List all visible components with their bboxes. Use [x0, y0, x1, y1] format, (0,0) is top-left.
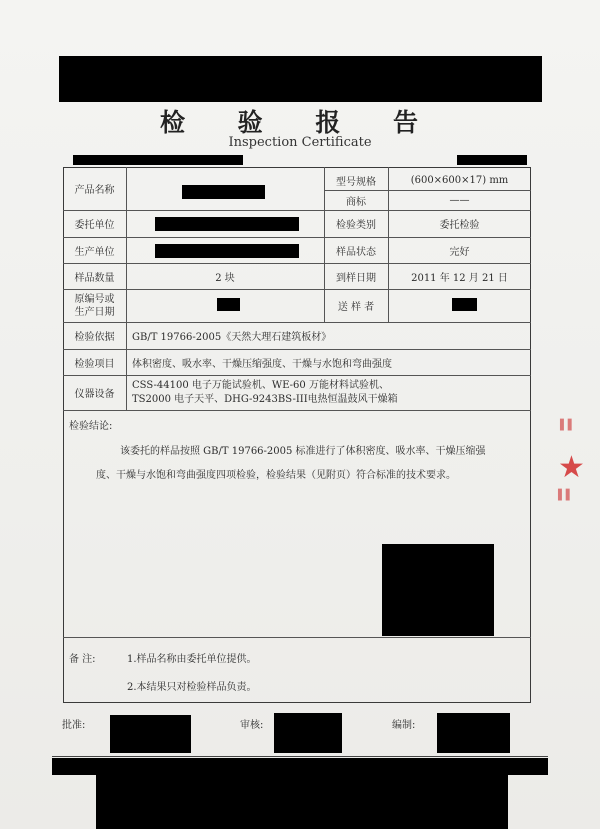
- note-1: 1.样品名称由委托单位提供。: [127, 654, 257, 665]
- star-icon: ★: [558, 450, 585, 485]
- row-line: [63, 410, 531, 411]
- basis-label: 检验依据: [74, 332, 115, 343]
- redacted-compile-signature: [437, 713, 510, 753]
- manufacturer-label: 生产单位: [74, 246, 115, 258]
- title-cn: 检 验 报 告: [159, 108, 441, 137]
- model-value: (600×600×17) mm: [410, 174, 509, 186]
- redacted-footer-line: [52, 758, 548, 775]
- conclusion-label: 检验结论:: [69, 421, 113, 432]
- review-label: 审核:: [240, 720, 264, 731]
- client-label: 委托单位: [74, 220, 115, 231]
- equipment-line1: CSS-44100 电子万能试验机、WE-60 万能材料试验机、: [132, 379, 389, 391]
- redacted-approve-signature: [110, 715, 191, 753]
- trademark-value: ——: [449, 194, 470, 206]
- items-label: 检验项目: [74, 358, 115, 370]
- basis-value: GB/T 19766-2005《天然大理石建筑板材》: [132, 332, 332, 343]
- red-stamp: [548, 412, 594, 522]
- equipment-label: 仪器设备: [74, 389, 115, 400]
- redacted-manufacturer: [155, 244, 299, 258]
- trademark-label: 商标: [346, 196, 366, 208]
- redacted-page-no: [457, 155, 527, 165]
- orig-no-label-line1: 原编号或: [74, 293, 115, 305]
- row-line: [63, 289, 531, 290]
- orig-no-label: [63, 289, 126, 322]
- stamp-mark-bottom: ▌▌: [558, 490, 574, 501]
- redacted-sender: [452, 298, 477, 311]
- row-line: [63, 637, 531, 638]
- redacted-client: [155, 217, 299, 231]
- sender-label: 送 样 者: [337, 302, 375, 313]
- equipment-value: [126, 375, 531, 410]
- stamp-mark-top: ▌▌: [560, 420, 576, 431]
- redacted-seal: [382, 544, 494, 636]
- sample-state-label: 样品状态: [336, 246, 376, 258]
- sample-state-value: 完好: [449, 246, 470, 258]
- sample-qty-value: 2 块: [215, 272, 235, 284]
- redacted-product-name: [182, 185, 265, 199]
- arrival-date-label: 到样日期: [336, 272, 376, 284]
- footer-rule: [52, 756, 548, 757]
- note-2: 2.本结果只对检验样品负责。: [127, 682, 257, 693]
- equipment-line2: TS2000 电子天平、DHG-9243BS-III电热恒温鼓风干燥箱: [132, 393, 398, 405]
- model-label: 型号规格: [336, 176, 376, 188]
- orig-no-label-line2: 生产日期: [74, 306, 115, 318]
- conclusion-line2: 度、干燥与水饱和弯曲强度四项检验，检验结果（见附页）符合标准的技术要求。: [96, 470, 456, 481]
- title-en: Inspection Certificate: [228, 135, 372, 150]
- redacted-review-signature: [274, 713, 342, 753]
- test-type-value: 委托检验: [439, 220, 480, 231]
- compile-label: 编制:: [392, 720, 416, 731]
- redacted-report-no: [73, 155, 243, 165]
- notes-label: 备 注:: [69, 654, 96, 665]
- approve-label: 批准:: [62, 720, 86, 731]
- redacted-header: [59, 56, 542, 102]
- arrival-date-value: 2011 年 12 月 21 日: [411, 272, 508, 284]
- items-value: 体积密度、吸水率、干燥压缩强度、干燥与水饱和弯曲强度: [132, 358, 392, 370]
- sample-qty-label: 样品数量: [74, 272, 115, 284]
- redacted-footer-block: [96, 775, 508, 829]
- test-type-label: 检验类别: [336, 220, 376, 231]
- redacted-orig-no: [217, 298, 240, 311]
- conclusion-line1: 该委托的样品按照 GB/T 19766-2005 标准进行了体积密度、吸水率、干燥压缩强: [120, 446, 486, 457]
- product-name-label: 产品名称: [74, 185, 115, 196]
